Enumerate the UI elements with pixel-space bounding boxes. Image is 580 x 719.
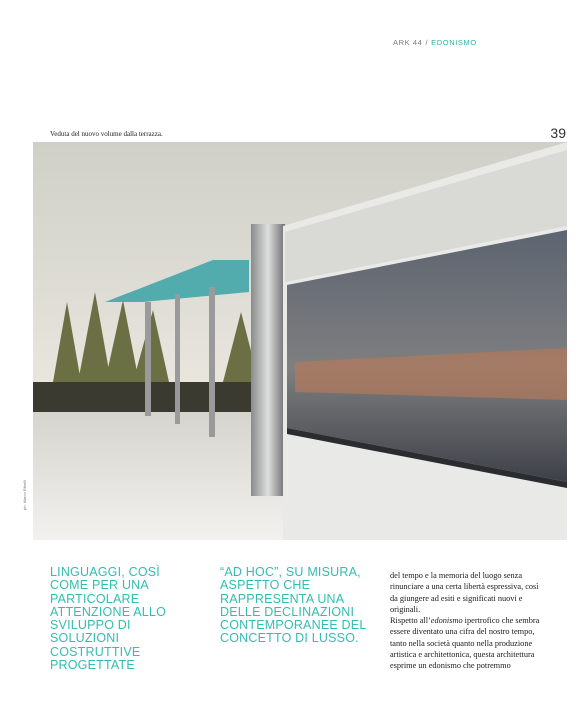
body-text [390, 570, 540, 672]
pull-quote-1: LINGUAGGI, COSÌ COME PER UNA PARTICOLARE ATTENZIONE ALLO SVILUPPO DI SOLUZIONI COSTRUTTIVE PROGETTATE [50, 565, 166, 673]
body-paragraph-1: del tempo e la memoria del luogo senza rinunciare a una certa libertà espressiva, così da giungere ad esiti e significati nuovi e originali. [390, 571, 539, 614]
magazine-issue: ARK 44 [393, 38, 423, 47]
steel-door-panel [251, 224, 285, 496]
photo-credit: ph: Marco Ribelli [22, 480, 27, 510]
body-paragraph-2-start: Rispetto all’ [390, 616, 431, 626]
architecture-photo [33, 142, 567, 540]
page-number: 39 [550, 125, 566, 141]
running-header [393, 38, 477, 47]
body-paragraph-2-rest: ipertrofico che sembra essere diventato una cifra del nostro tempo, tanto nella società quanto nella produzione artistica e architettonica, questa architettura esprime un edonismo che potremmo [390, 616, 540, 671]
header-separator: / [425, 38, 429, 47]
pull-quote-2: “AD HOC”, SU MISURA, ASPETTO CHE RAPPRESENTA UNA DELLE DECLINAZIONI CONTEMPORANEE DEL CONCETTO DI LUSSO. [220, 565, 367, 646]
body-emphasis: edonismo [430, 616, 463, 626]
section-name: EDONISMO [431, 38, 477, 47]
photo-caption: Veduta del nuovo volume dalla terrazza. [50, 130, 163, 138]
